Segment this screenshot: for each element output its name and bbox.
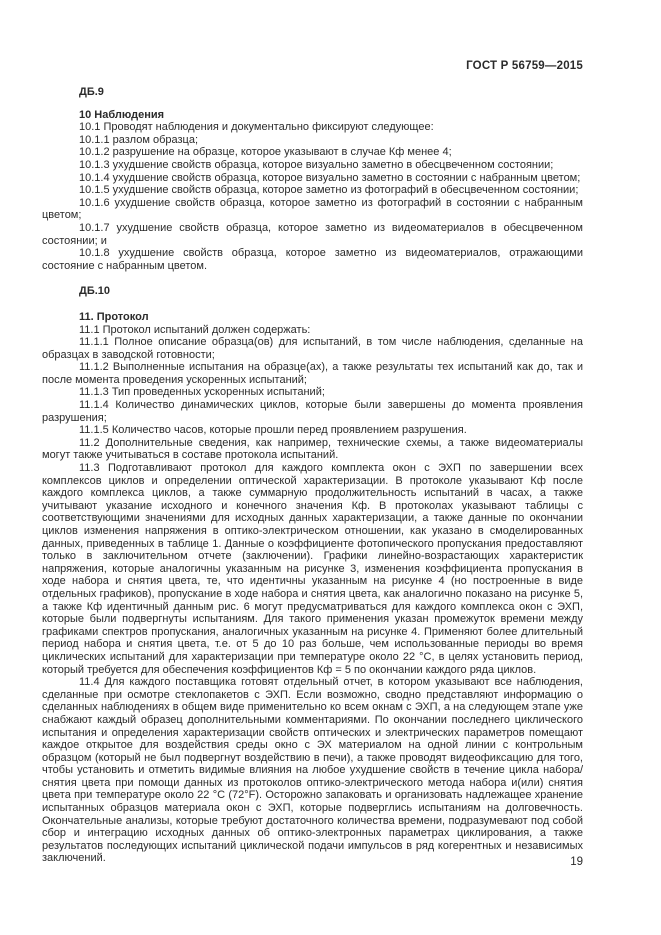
para-11-1: 11.1 Протокол испытаний должен содержать: bbox=[79, 323, 311, 336]
para-11-1-2: 11.1.2 Выполненные испытания на образце(ах), а также результаты тех испытаний как до, так и после момента проведения ускоренных испытаний; bbox=[42, 361, 583, 386]
para-10-1-1: 10.1.1 разлом образца; bbox=[79, 133, 198, 146]
heading-db-10: ДБ.10 bbox=[79, 285, 111, 298]
section-heading-observations: 10 Наблюдения bbox=[79, 108, 165, 121]
heading-db-9: ДБ.9 bbox=[79, 86, 104, 98]
para-11-1-1: 11.1.1 Полное описание образца(ов) для испытаний, в том числе наблюдения, сделанные на образцах в заводской готовности; bbox=[42, 336, 583, 361]
para-11-1-3: 11.1.3 Тип проведенных ускоренных испытаний; bbox=[79, 386, 325, 399]
page-number: 19 bbox=[570, 856, 583, 868]
para-10-1-7: 10.1.7 ухудшение свойств образца, которое заметно из видеоматериалов в обесцвеченном состоянии; и bbox=[42, 221, 583, 247]
para-11-1-4: 11.1.4 Количество динамических циклов, которые были завершены до момента проявления разрушения; bbox=[42, 399, 583, 424]
para-10-1-6: 10.1.6 ухудшение свойств образца, которое заметно из фотографий в состоянии с набранным цветом; bbox=[42, 196, 583, 222]
para-11-3: 11.3 Подготавливают протокол для каждого комплекта окон с ЭХП по завершении всех комплексов циклов и определении оптической характеризации. В протоколе указывают Кф после каждого комплекса циклов, а также суммарную продолжительность испытаний в часах, а также учитывают указание исходного и конечного значения Кф. В протоколах указывают таблицы с соответствующими значениями для исходных данных характеризации, а также данные по окончании циклов изменения напряжения в оптико-электрическом отношении, как указано в смоделированных данных, приведенных в таблице 1. Данные о коэффициенте фотопического пропускания предоставляют только в заключительном отчете (заключении). Графики линейно-возрастающих характеристик напряжения, которые аналогичны указанным на рисунке 3, изменения коэффициента пропускания в ходе набора и снятия цвета, те, что идентичны указанным на рисунке 4 (но построенные в виде отдельных графиков), пропускание в ходе набора и снятия цвета, как аналогично показано на рисунке 5, а также Кф идентичный данным рис. 6 могут предусматриваться для каждого комплекса окон с ЭХП, которые были подвергнуты испытаниям. Для такого применения указан промежуток времени между графиками спектров пропускания, аналогичных указанным на рисунке 4. Применяют более длительный период набора и снятия цвета, т.е. от 5 до 10 раз больше, чем использованные периоды во время циклических испытаний для характеризации при температуре около 22 °С, в целях установить период, который требуется для обеспечения коэффициентов Кф = 5 по окончании каждого ряда циклов. bbox=[42, 462, 583, 676]
para-10-1-5: 10.1.5 ухудшение свойств образца, которое заметно из фотографий в обесцвеченном состоянии; bbox=[79, 184, 579, 197]
section-heading-protocol: 11. Протокол bbox=[79, 310, 149, 323]
document-body bbox=[42, 86, 583, 865]
para-10-1-4: 10.1.4 ухудшение свойств образца, которое визуально заметно в состоянии с набранным цветом; bbox=[79, 171, 581, 184]
para-10-1: 10.1 Проводят наблюдения и документально фиксируют следующее: bbox=[79, 121, 434, 134]
para-10-1-8: 10.1.8 ухудшение свойств образца, которое заметно из видеоматериалов, отражающими состояние с набранным цветом. bbox=[42, 247, 583, 272]
para-11-4: 11.4 Для каждого поставщика готовят отдельный отчет, в котором указывают все наблюдения, сделанные при осмотре стеклопакетов с ЭХП. Если возможно, сводно представляют информацию о сделанных наблюдениях в общем виде применительно ко всем окнам с ЭХП, а на следующем этапе уже снабжают каждый образец дополнительными комментариями. По окончании последнего циклического испытания и определения характеризации свойств оптических и электрических параметров помещают каждое открытое для воздействия среды окно с ЭХ материалом на одной линии с контрольным образцом (который не был подвергнут воздействию в печи), а также проводят видеофиксацию для того, чтобы установить и отметить видимые влияния на любое ухудшение свойств в течение цикла набора/снятия цвета при помощи данных из протоколов оптико-электрического метода набора и(или) снятия цвета при температуре около 22 °С (72°F). Осторожно запаковать и организовать надлежащее хранение испытанных образцов материала окон с ЭХП, которые подверглись испытаниям на долговечность. Окончательные анализы, которые требуют достаточного количества времени, подразумевают под собой сбор и интеграцию исходных данных об оптико-электронных параметрах циклирования, а также результатов последующих испытаний циклической подачи импульсов в ряд когерентных и независимых заключений. bbox=[42, 676, 583, 865]
document-standard-header: ГОСТ Р 56759—2015 bbox=[466, 60, 583, 72]
para-10-1-2: 10.1.2 разрушение на образце, которое указывают в случае Кф менее 4; bbox=[79, 146, 452, 159]
para-11-2: 11.2 Дополнительные сведения, как например, технические схемы, а также видеоматериалы могут также учитываться в составе протокола испытаний. bbox=[42, 436, 583, 462]
para-11-1-5: 11.1.5 Количество часов, которые прошли перед проявлением разрушения. bbox=[79, 424, 467, 437]
para-10-1-3: 10.1.3 ухудшение свойств образца, которое визуально заметно в обесцвеченном состоянии; bbox=[79, 158, 554, 171]
